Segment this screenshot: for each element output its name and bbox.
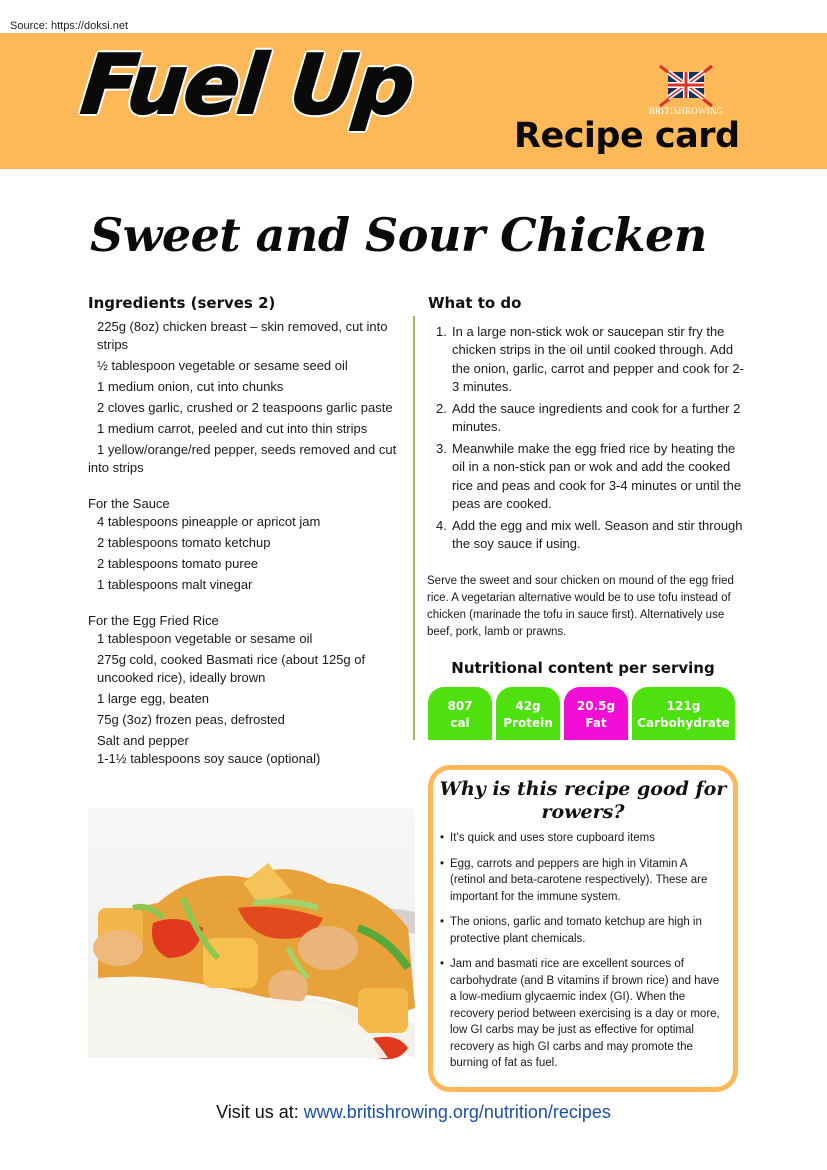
serving-note: Serve the sweet and sour chicken on mound of the egg fried rice. A vegetarian alternative would be to use tofu instead of chicken (marinade the tofu in sauce first). Alternatively use beef, pork, lamb or prawns. xyxy=(427,575,734,638)
ingredient-item: ½ tablespoon vegetable or sesame seed oil xyxy=(97,358,348,373)
step-text: In a large non-stick wok or saucepan stir fry the chicken strips in the oil until cooked through. Add the onion, garlic, carrot and pepper and cook for 2-3 minutes. xyxy=(452,323,744,394)
logo-text: BRITISHROWING xyxy=(648,106,724,116)
nutrition-panel xyxy=(428,687,735,740)
sauce-item: 4 tablespoons pineapple or apricot jam xyxy=(97,514,321,529)
method-step xyxy=(436,323,748,397)
why-good-title: Why is this recipe good for rowers? xyxy=(439,778,727,823)
brand-title: Fuel Up xyxy=(77,38,418,133)
nutrition-value: 20.5g xyxy=(576,699,616,713)
sauce-heading: For the Sauce xyxy=(88,496,170,511)
nutrition-protein xyxy=(496,687,560,740)
rice-item: 275g cold, cooked Basmati rice (about 125g of uncooked rice), ideally brown xyxy=(97,652,366,685)
nutrition-label: Fat xyxy=(585,716,607,730)
dish-title: Sweet and Sour Chicken xyxy=(90,208,707,262)
nutrition-fat xyxy=(564,687,628,740)
dish-photo xyxy=(88,808,415,1078)
method-step xyxy=(436,400,748,437)
nutrition-value: 42g xyxy=(515,699,541,713)
food-image xyxy=(88,808,415,1078)
why-good-bullets xyxy=(433,830,733,1072)
rice-item: 1 tablespoon vegetable or sesame oil xyxy=(97,631,313,646)
step-number: 1. xyxy=(436,323,447,339)
benefit-text: The onions, garlic and tomato ketchup are high in protective plant chemicals. xyxy=(450,916,702,945)
nutrition-value: 121g xyxy=(666,699,701,713)
nutrition-heading: Nutritional content per serving xyxy=(451,659,715,677)
nutrition-calories xyxy=(428,687,492,740)
ingredient-item: 1 medium onion, cut into chunks xyxy=(97,379,284,394)
nutrition-carbohydrate xyxy=(632,687,735,740)
ingredient-item: 2 cloves garlic, crushed or 2 teaspoons garlic paste xyxy=(97,400,393,415)
ingredient-item xyxy=(88,441,406,477)
benefit-item xyxy=(440,830,725,847)
method-section xyxy=(428,294,748,557)
footer xyxy=(0,1102,827,1123)
sauce-item: 2 tablespoons tomato ketchup xyxy=(97,535,271,550)
step-number: 3. xyxy=(436,440,447,456)
ingredient-text: 1 yellow/orange/red pepper, seeds removed and cut into strips xyxy=(88,442,397,475)
source-label: Source: https://doksi.net xyxy=(10,20,129,32)
ingredient-item: 1 medium carrot, peeled and cut into thin strips xyxy=(97,421,368,436)
rice-heading: For the Egg Fried Rice xyxy=(88,613,219,628)
rice-item: Salt and pepper xyxy=(97,733,189,748)
recipe-card-label: Recipe card xyxy=(514,116,740,156)
nutrition-label: cal xyxy=(450,716,470,730)
nutrition-label: Carbohydrate xyxy=(637,716,730,730)
bullet-icon: • xyxy=(440,857,445,870)
benefit-item xyxy=(440,956,725,1072)
method-steps xyxy=(428,323,748,554)
benefit-item xyxy=(440,914,725,947)
step-number: 2. xyxy=(436,400,447,416)
benefit-item xyxy=(440,856,725,906)
step-text: Add the egg and mix well. Season and stir through the soy sauce if using. xyxy=(452,517,743,551)
sauce-item: 2 tablespoons tomato puree xyxy=(97,556,259,571)
sauce-item: 1 tablespoons malt vinegar xyxy=(97,577,253,592)
step-text: Add the sauce ingredients and cook for a further 2 minutes. xyxy=(452,400,741,434)
website-link[interactable]: www.britishrowing.org/nutrition/recipes xyxy=(303,1102,611,1122)
benefit-text: Jam and basmati rice are excellent sources of carbohydrate (and B vitamins if brown rice) and have a low-medium glycaemic index (GI). When the recovery period between exercising is a day or more, low GI carbs may be just as effective for optimal recovery as high GI carbs and may promote the burning of fat as fuel. xyxy=(450,958,720,1069)
rice-item: 75g (3oz) frozen peas, defrosted xyxy=(97,712,285,727)
bullet-icon: • xyxy=(440,958,445,970)
why-good-box xyxy=(428,765,738,1092)
footer-prefix: Visit us at: xyxy=(216,1102,304,1122)
nutrition-value: 807 xyxy=(447,699,473,713)
method-step xyxy=(436,440,748,514)
bullet-icon: • xyxy=(440,832,445,844)
british-rowing-logo xyxy=(636,64,736,120)
method-heading: What to do xyxy=(428,294,522,312)
ingredient-item: 225g (8oz) chicken breast – skin removed, cut into strips xyxy=(97,319,388,352)
column-divider xyxy=(413,316,415,740)
benefit-text: It’s quick and uses store cupboard items xyxy=(450,832,655,844)
ingredients-section xyxy=(88,294,406,771)
rice-item: 1 large egg, beaten xyxy=(97,691,210,706)
step-number: 4. xyxy=(436,517,447,533)
method-step xyxy=(436,517,748,554)
benefit-text: Egg, carrots and peppers are high in Vitamin A (retinol and beta-carotene respectively). These are important for the immune system. xyxy=(450,857,708,903)
union-jack-oars-icon xyxy=(656,64,716,108)
bullet-icon: • xyxy=(440,916,445,928)
nutrition-label: Protein xyxy=(503,716,553,730)
ingredients-heading: Ingredients (serves 2) xyxy=(88,294,276,312)
rice-item: 1-1½ tablespoons soy sauce (optional) xyxy=(97,751,321,766)
step-text: Meanwhile make the egg fried rice by heating the oil in a non-stick pan or wok and add the cooked rice and peas and cook for 3-4 minutes or until the peas are cooked. xyxy=(452,440,742,511)
